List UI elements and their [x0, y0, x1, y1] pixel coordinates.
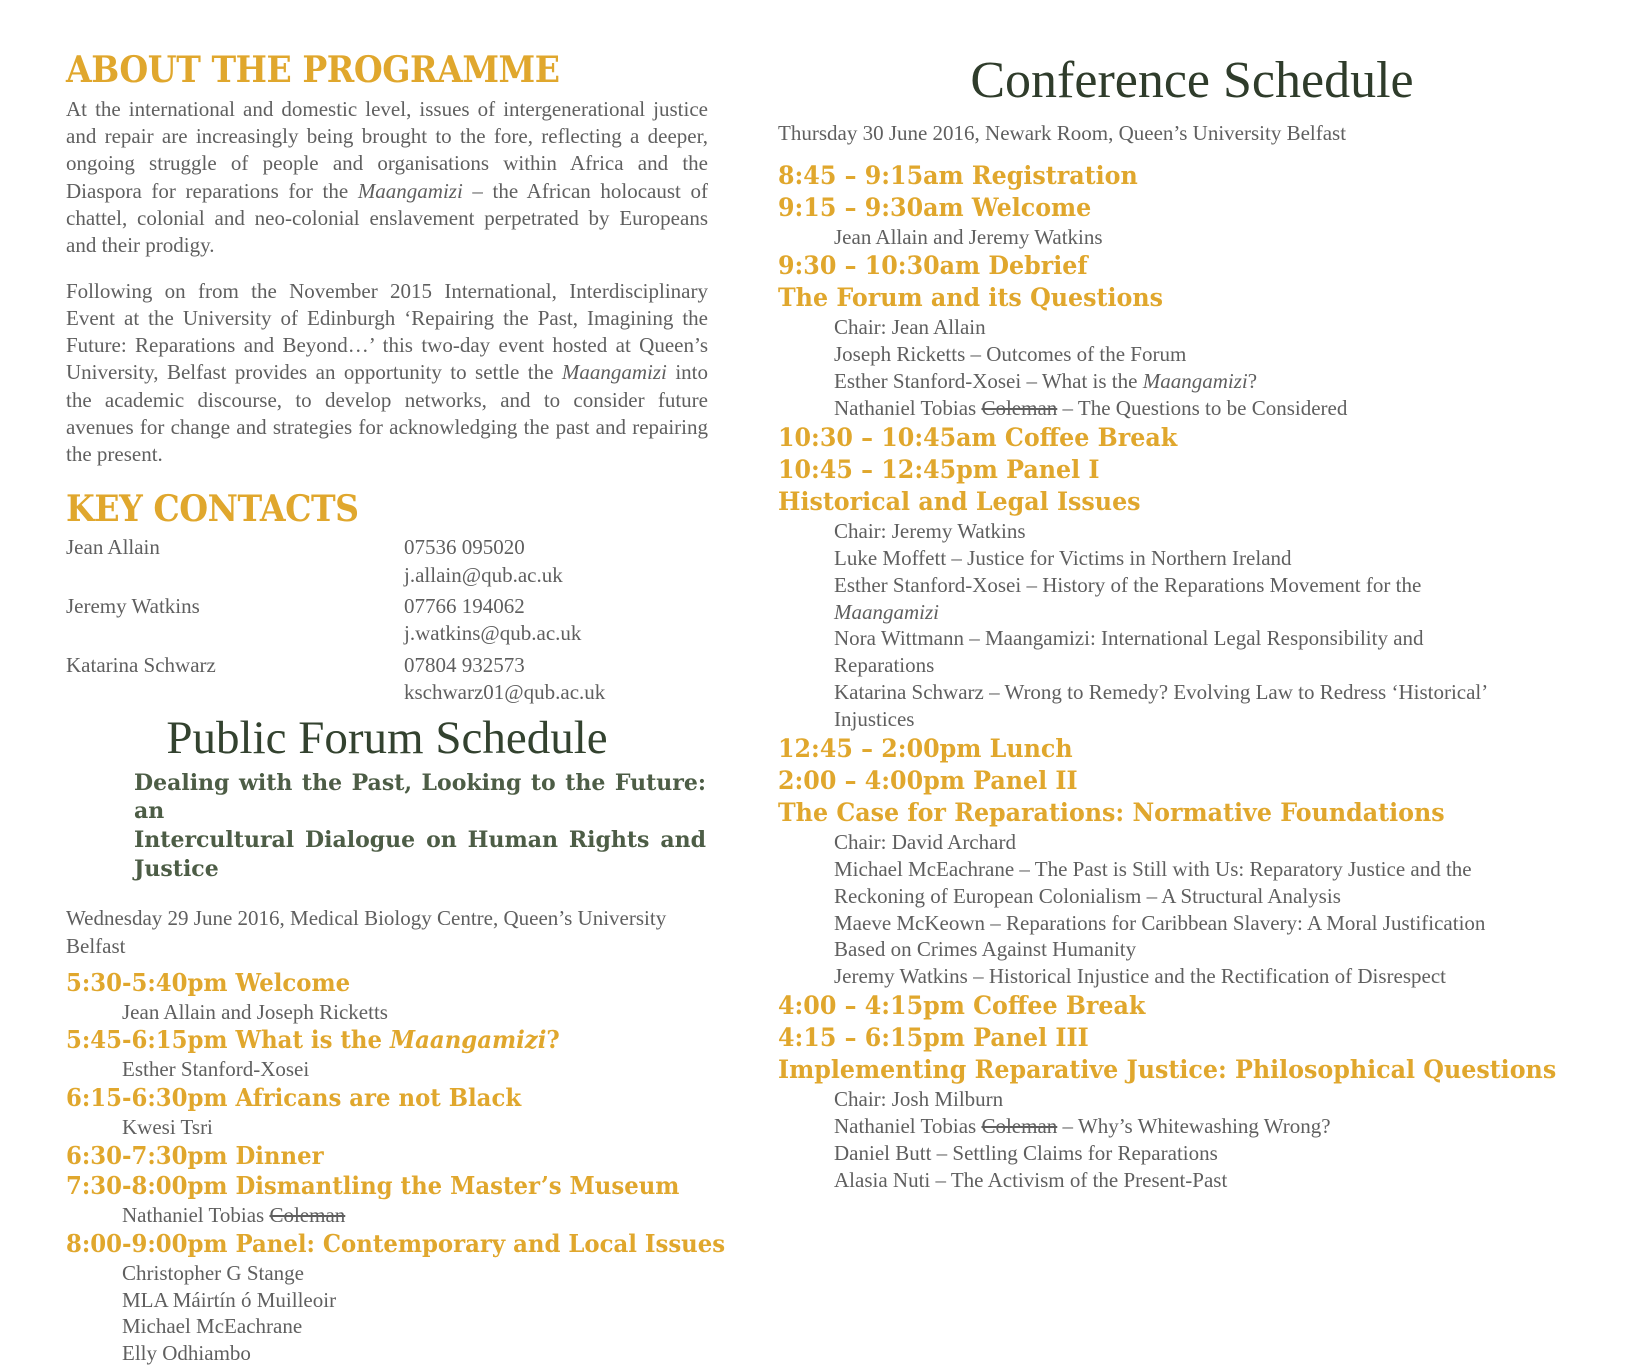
- conference-venue: Thursday 30 June 2016, Newark Room, Queen’s University Belfast: [778, 121, 1347, 146]
- schedule-item-time-title: 6:30-7:30pm Dinner: [66, 1140, 324, 1170]
- speaker-struck-surname: Coleman: [981, 1114, 1058, 1139]
- speaker-text: Nathaniel Tobias: [834, 1114, 982, 1139]
- speaker-text: Nora Wittmann – Maangamizi: International Legal Responsibility and Reparations: [834, 626, 1424, 678]
- speaker-text-suffix: – Why’s Whitewashing Wrong?: [1057, 1114, 1331, 1139]
- contact-row: [66, 652, 708, 707]
- schedule-item-heading: [778, 1022, 1568, 1054]
- schedule-speaker-line: [834, 395, 1494, 422]
- schedule-panel-title: The Forum and its Questions: [778, 283, 1163, 313]
- schedule-speaker-line: [834, 314, 1494, 341]
- schedule-speaker-line: [834, 625, 1494, 679]
- public-forum-schedule-list: [66, 967, 726, 1367]
- contact-email[interactable]: j.watkins@qub.ac.uk: [404, 621, 582, 646]
- contact-name: Jeremy Watkins: [66, 594, 200, 619]
- schedule-item-time-title: 7:30-8:00pm Dismantling the Master’s Museum: [66, 1171, 680, 1201]
- conference-schedule-list: [774, 160, 1610, 1194]
- schedule-panel-title: Implementing Reparative Justice: Philosophical Questions: [778, 1055, 1557, 1085]
- public-forum-subtitle-line2: Intercultural Dialogue on Human Rights and Justice: [134, 827, 706, 882]
- schedule-item-time-title: 8:00-9:00pm Panel: Contemporary and Local Issues: [66, 1228, 726, 1258]
- schedule-item-time-title: 10:30 – 10:45am Coffee Break: [778, 422, 1178, 452]
- public-forum-title: Public Forum Schedule: [166, 712, 608, 765]
- schedule-speaker-line: [122, 1056, 708, 1083]
- schedule-speaker-line: [834, 829, 1494, 856]
- contact-email[interactable]: j.allain@qub.ac.uk: [404, 562, 563, 587]
- schedule-speaker-line: [834, 1113, 1494, 1140]
- about-paragraph-2: [66, 278, 708, 469]
- contact-phone: 07804 932573: [404, 652, 525, 677]
- schedule-speaker-line: [834, 1167, 1494, 1194]
- schedule-speaker-line: [834, 224, 1494, 251]
- about-p1-italic: Maangamizi: [357, 178, 463, 203]
- contact-details: [404, 593, 708, 648]
- contact-name: Katarina Schwarz: [66, 652, 216, 677]
- speaker-text-suffix: ?: [1247, 369, 1258, 394]
- schedule-speaker-line: [834, 856, 1494, 910]
- speaker-text: Elly Odhiambo: [122, 1341, 251, 1366]
- schedule-speaker-line: [834, 1086, 1494, 1113]
- schedule-item-time-title: 5:30-5:40pm Welcome: [66, 967, 351, 997]
- speaker-text: Jeremy Watkins – Historical Injustice and the Rectification of Disrespect: [834, 964, 1446, 989]
- speaker-text: Chair: Jeremy Watkins: [834, 518, 1026, 543]
- schedule-item-time-title: 9:15 – 9:30am Welcome: [778, 192, 1092, 222]
- schedule-item-heading: [66, 1228, 726, 1260]
- schedule-item-heading: [66, 968, 676, 999]
- right-column: [738, 52, 1610, 1275]
- left-column: [66, 49, 738, 1366]
- about-programme-heading: ABOUT THE PROGRAMME: [66, 49, 560, 91]
- speaker-italic-term: Maangamizi: [834, 599, 939, 624]
- contact-name: Jean Allain: [66, 535, 160, 560]
- schedule-speaker-line: [834, 518, 1494, 545]
- schedule-item-heading-italic: Maangamizi: [389, 1025, 547, 1055]
- speaker-text: Daniel Butt – Settling Claims for Reparations: [834, 1140, 1218, 1165]
- schedule-item-time-title: 4:00 – 4:15pm Coffee Break: [778, 991, 1146, 1021]
- speaker-text: Joseph Ricketts – Outcomes of the Forum: [834, 342, 1187, 367]
- schedule-item-time-title: 8:45 – 9:15am Registration: [778, 160, 1138, 190]
- schedule-item-time-title: 4:15 – 6:15pm Panel III: [778, 1023, 1089, 1053]
- schedule-speaker-line: [122, 1287, 708, 1314]
- speaker-text: Nathaniel Tobias: [122, 1203, 270, 1228]
- key-contacts-heading: KEY CONTACTS: [66, 487, 359, 530]
- schedule-item-heading: [778, 250, 1568, 282]
- schedule-item-time-title: 9:30 – 10:30am Debrief: [778, 251, 1088, 281]
- schedule-item-heading: [66, 1083, 676, 1114]
- contact-phone: 07766 194062: [404, 594, 525, 619]
- schedule-panel-title: Historical and Legal Issues: [778, 486, 1141, 516]
- schedule-item-heading: [66, 1025, 676, 1056]
- speaker-text: Michael McEachrane – The Past is Still with Us: Reparatory Justice and the Reckoning of European Colonialism – A Structural Analysis: [834, 856, 1472, 908]
- key-contacts-list: [66, 534, 708, 706]
- contact-phone: 07536 095020: [404, 535, 525, 560]
- schedule-item-heading: [66, 1141, 676, 1172]
- schedule-speaker-line: [834, 572, 1494, 626]
- about-p2-text-a: Following on from the November 2015 International, Interdisciplinary Event at the University of Edinburgh ‘Repairing the Past, Imagining the Future: Reparations and Beyond…’ this two-day event hosted at Queen’s University, Belfast provides an opportunity to settle the: [66, 278, 708, 385]
- schedule-item-heading: [778, 422, 1568, 454]
- schedule-item-time-title: 10:45 – 12:45pm Panel I: [778, 454, 1100, 484]
- speaker-text: Jean Allain and Joseph Ricketts: [122, 999, 388, 1024]
- public-forum-subtitle-line1: Dealing with the Past, Looking to the Future: an: [134, 769, 706, 825]
- schedule-item-heading: [778, 990, 1568, 1022]
- schedule-item-heading: [778, 733, 1568, 765]
- schedule-speaker-line: [122, 1313, 708, 1340]
- schedule-speaker-line: [834, 963, 1494, 990]
- schedule-speaker-line: [834, 679, 1494, 733]
- speaker-text: Michael McEachrane: [122, 1314, 303, 1339]
- about-p1-text-a: At the international and domestic level, issues of intergenerational justice and repair are increasingly being brought to the fore, reflecting a deeper, ongoing struggle of people and organisations within Africa and the Diaspora for reparations for the: [66, 96, 708, 203]
- schedule-item-heading-suffix: ?: [546, 1025, 560, 1055]
- schedule-item-heading: [66, 1171, 680, 1202]
- speaker-italic-term: Maangamizi: [1142, 369, 1248, 394]
- schedule-item-time-title: 5:45-6:15pm What is the: [66, 1025, 390, 1055]
- speaker-text: Alasia Nuti – The Activism of the Present-Past: [834, 1167, 1228, 1192]
- speaker-text-suffix: – The Questions to be Considered: [1057, 396, 1348, 421]
- about-paragraph-1: [66, 96, 708, 260]
- conference-schedule-title: Conference Schedule: [970, 52, 1414, 109]
- schedule-item-time-title: 2:00 – 4:00pm Panel II: [778, 765, 1078, 795]
- speaker-text: Jean Allain and Jeremy Watkins: [834, 224, 1103, 249]
- speaker-text: Kwesi Tsri: [122, 1114, 213, 1139]
- schedule-speaker-line: [834, 910, 1494, 964]
- schedule-item-time-title: 6:15-6:30pm Africans are not Black: [66, 1083, 522, 1113]
- speaker-text: Nathaniel Tobias: [834, 396, 982, 421]
- schedule-item-heading: [778, 765, 1568, 797]
- speaker-text: Chair: Jean Allain: [834, 315, 986, 340]
- contact-row: [66, 534, 708, 589]
- speaker-text: Esther Stanford-Xosei – History of the Reparations Movement for the: [834, 572, 1422, 597]
- speaker-struck-surname: Coleman: [269, 1203, 346, 1228]
- speaker-struck-surname: Coleman: [981, 396, 1058, 421]
- schedule-speaker-line: [122, 999, 708, 1026]
- contact-details: [404, 652, 708, 707]
- schedule-speaker-line: [122, 1340, 708, 1367]
- schedule-item-time-title: 12:45 – 2:00pm Lunch: [778, 733, 1073, 763]
- speaker-text: MLA Máirtín ó Muilleoir: [122, 1287, 337, 1312]
- schedule-item-heading: [778, 160, 1568, 192]
- speaker-text: Luke Moffett – Justice for Victims in Northern Ireland: [834, 545, 1292, 570]
- about-p2-italic: Maangamizi: [561, 360, 667, 385]
- speaker-text: Christopher G Stange: [122, 1260, 304, 1285]
- speaker-text: Katarina Schwarz – Wrong to Remedy? Evolving Law to Redress ‘Historical’ Injustices: [834, 680, 1487, 732]
- public-forum-subtitle: [134, 769, 708, 883]
- contact-email[interactable]: kschwarz01@qub.ac.uk: [404, 679, 606, 704]
- schedule-speaker-line: [834, 1140, 1494, 1167]
- schedule-speaker-line: [834, 341, 1494, 368]
- contact-row: [66, 593, 708, 648]
- contact-details: [404, 534, 708, 589]
- schedule-item-heading: [778, 454, 1568, 486]
- about-p2-text-b: into the academic discourse, to develop networks, and to consider future avenues for change and strategies for acknowledging the past and repairing the present.: [66, 360, 708, 467]
- speaker-text: Chair: David Archard: [834, 829, 1016, 854]
- schedule-panel-title: The Case for Reparations: Normative Foundations: [778, 797, 1445, 827]
- schedule-speaker-line: [122, 1114, 708, 1141]
- schedule-speaker-line: [834, 368, 1494, 395]
- speaker-text: Esther Stanford-Xosei: [122, 1057, 310, 1082]
- speaker-text: Maeve McKeown – Reparations for Caribbean Slavery: A Moral Justification Based on Crimes Against Humanity: [834, 910, 1486, 962]
- public-forum-venue: Wednesday 29 June 2016, Medical Biology Centre, Queen’s University Belfast: [66, 906, 667, 958]
- schedule-speaker-line: [122, 1202, 708, 1229]
- schedule-speaker-line: [834, 545, 1494, 572]
- speaker-text: Esther Stanford-Xosei – What is the: [834, 369, 1143, 394]
- about-p1-text-b: – the African holocaust of chattel, colonial and neo-colonial enslavement perpetrated by Europeans and their prodigy.: [66, 178, 708, 258]
- schedule-speaker-line: [122, 1260, 708, 1287]
- speaker-text: Chair: Josh Milburn: [834, 1087, 1004, 1112]
- schedule-item-heading: [778, 192, 1568, 224]
